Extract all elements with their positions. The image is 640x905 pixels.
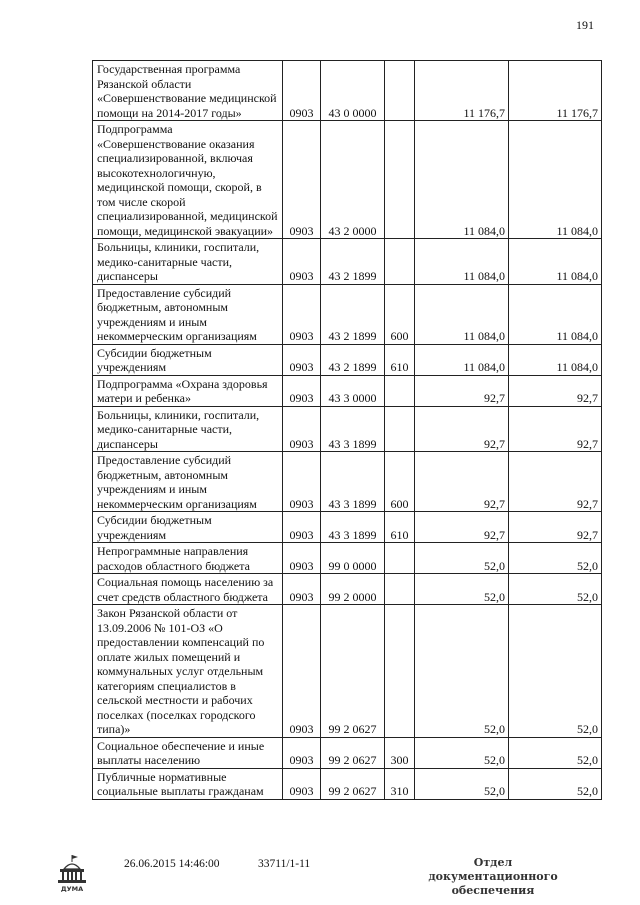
row-approved-amount-cell: 11 084,0	[509, 239, 602, 285]
row-name-cell: Социальная помощь населению за счет средств областного бюджета	[93, 574, 283, 605]
department-stamp	[418, 856, 568, 898]
row-expense-type-cell: 300	[385, 737, 415, 768]
row-amount-cell: 11 084,0	[415, 239, 509, 285]
row-target-article-cell: 99 2 0627	[321, 605, 385, 738]
table-row	[93, 512, 602, 543]
table-row	[93, 605, 602, 738]
row-approved-amount-cell: 52,0	[509, 574, 602, 605]
budget-table-body	[93, 61, 602, 800]
row-name-cell: Субсидии бюджетным учреждениям	[93, 344, 283, 375]
row-target-article-cell: 43 3 1899	[321, 452, 385, 512]
row-section-cell: 0903	[283, 239, 321, 285]
budget-table	[92, 60, 602, 800]
table-row	[93, 737, 602, 768]
row-name-cell: Государственная программа Рязанской области «Совершенствование медицинской помощи на 2014-2017 годы»	[93, 61, 283, 121]
row-section-cell: 0903	[283, 284, 321, 344]
row-approved-amount-cell: 52,0	[509, 768, 602, 799]
row-target-article-cell: 43 3 1899	[321, 512, 385, 543]
row-expense-type-cell	[385, 61, 415, 121]
logo-caption: ДУМА	[60, 885, 84, 893]
row-section-cell: 0903	[283, 406, 321, 452]
row-amount-cell: 52,0	[415, 768, 509, 799]
row-name-cell: Предоставление субсидий бюджетным, автономным учреждениям и иным некоммерческим организациям	[93, 284, 283, 344]
duma-building-emblem-icon	[55, 854, 89, 897]
row-amount-cell: 11 084,0	[415, 284, 509, 344]
row-approved-amount-cell: 92,7	[509, 375, 602, 406]
row-name-cell: Субсидии бюджетным учреждениям	[93, 512, 283, 543]
row-amount-cell: 92,7	[415, 512, 509, 543]
department-line-1: Отдел документационного	[428, 856, 558, 883]
row-section-cell: 0903	[283, 121, 321, 239]
table-row	[93, 375, 602, 406]
row-amount-cell: 52,0	[415, 543, 509, 574]
row-approved-amount-cell: 11 084,0	[509, 344, 602, 375]
page-number: 191	[576, 18, 594, 32]
document-number: 33711/1-11	[258, 858, 311, 870]
table-row	[93, 344, 602, 375]
row-section-cell: 0903	[283, 605, 321, 738]
row-name-cell: Подпрограмма «Охрана здоровья матери и ребенка»	[93, 375, 283, 406]
row-amount-cell: 11 176,7	[415, 61, 509, 121]
row-section-cell: 0903	[283, 543, 321, 574]
row-approved-amount-cell: 52,0	[509, 543, 602, 574]
row-expense-type-cell	[385, 543, 415, 574]
row-approved-amount-cell: 11 084,0	[509, 284, 602, 344]
row-amount-cell: 11 084,0	[415, 121, 509, 239]
row-amount-cell: 52,0	[415, 737, 509, 768]
row-section-cell: 0903	[283, 375, 321, 406]
row-section-cell: 0903	[283, 737, 321, 768]
row-section-cell: 0903	[283, 512, 321, 543]
row-target-article-cell: 99 0 0000	[321, 543, 385, 574]
row-target-article-cell: 99 2 0000	[321, 574, 385, 605]
row-section-cell: 0903	[283, 452, 321, 512]
row-approved-amount-cell: 92,7	[509, 452, 602, 512]
row-target-article-cell: 43 2 1899	[321, 239, 385, 285]
department-line-2: обеспечения	[451, 884, 535, 897]
row-amount-cell: 52,0	[415, 574, 509, 605]
row-target-article-cell: 99 2 0627	[321, 768, 385, 799]
table-row	[93, 239, 602, 285]
table-row	[93, 121, 602, 239]
row-target-article-cell: 43 2 0000	[321, 121, 385, 239]
row-approved-amount-cell: 52,0	[509, 605, 602, 738]
row-target-article-cell: 43 0 0000	[321, 61, 385, 121]
row-amount-cell: 92,7	[415, 406, 509, 452]
row-expense-type-cell	[385, 406, 415, 452]
table-row	[93, 61, 602, 121]
row-target-article-cell: 43 2 1899	[321, 344, 385, 375]
row-amount-cell: 92,7	[415, 375, 509, 406]
row-name-cell: Больницы, клиники, госпитали, медико-санитарные части, диспансеры	[93, 239, 283, 285]
row-name-cell: Закон Рязанской области от 13.09.2006 № 101-ОЗ «О предоставлении компенсаций по оплате жилых помещений и коммунальных услуг отдельным категориям специалистов в сельской местности и рабочих поселках (поселках городского типа)»	[93, 605, 283, 738]
row-target-article-cell: 43 2 1899	[321, 284, 385, 344]
row-amount-cell: 92,7	[415, 452, 509, 512]
row-expense-type-cell	[385, 121, 415, 239]
row-expense-type-cell	[385, 574, 415, 605]
row-approved-amount-cell: 11 176,7	[509, 61, 602, 121]
row-name-cell: Больницы, клиники, госпитали, медико-санитарные части, диспансеры	[93, 406, 283, 452]
row-section-cell: 0903	[283, 344, 321, 375]
table-row	[93, 768, 602, 799]
table-row	[93, 574, 602, 605]
row-expense-type-cell: 610	[385, 512, 415, 543]
row-expense-type-cell: 610	[385, 344, 415, 375]
row-expense-type-cell: 310	[385, 768, 415, 799]
table-row	[93, 284, 602, 344]
table-row	[93, 543, 602, 574]
row-expense-type-cell	[385, 605, 415, 738]
row-name-cell: Социальное обеспечение и иные выплаты населению	[93, 737, 283, 768]
row-amount-cell: 11 084,0	[415, 344, 509, 375]
row-approved-amount-cell: 92,7	[509, 512, 602, 543]
row-expense-type-cell	[385, 375, 415, 406]
row-name-cell: Непрограммные направления расходов областного бюджета	[93, 543, 283, 574]
row-name-cell: Предоставление субсидий бюджетным, автономным учреждениям и иным некоммерческим организациям	[93, 452, 283, 512]
row-approved-amount-cell: 52,0	[509, 737, 602, 768]
row-target-article-cell: 43 3 0000	[321, 375, 385, 406]
row-name-cell: Публичные нормативные социальные выплаты гражданам	[93, 768, 283, 799]
row-expense-type-cell: 600	[385, 452, 415, 512]
row-approved-amount-cell: 11 084,0	[509, 121, 602, 239]
row-target-article-cell: 43 3 1899	[321, 406, 385, 452]
row-expense-type-cell	[385, 239, 415, 285]
row-name-cell: Подпрограмма «Совершенствование оказания специализированной, включая высокотехнологичную, медицинской помощи, скорой, в том числе скорой специализированной, медицинской помощи, медицинской эвакуации»	[93, 121, 283, 239]
row-section-cell: 0903	[283, 574, 321, 605]
row-section-cell: 0903	[283, 61, 321, 121]
footer	[0, 856, 640, 896]
row-section-cell: 0903	[283, 768, 321, 799]
row-target-article-cell: 99 2 0627	[321, 737, 385, 768]
row-approved-amount-cell: 92,7	[509, 406, 602, 452]
row-amount-cell: 52,0	[415, 605, 509, 738]
table-row	[93, 406, 602, 452]
document-datetime: 26.06.2015 14:46:00	[124, 858, 220, 870]
table-row	[93, 452, 602, 512]
row-expense-type-cell: 600	[385, 284, 415, 344]
